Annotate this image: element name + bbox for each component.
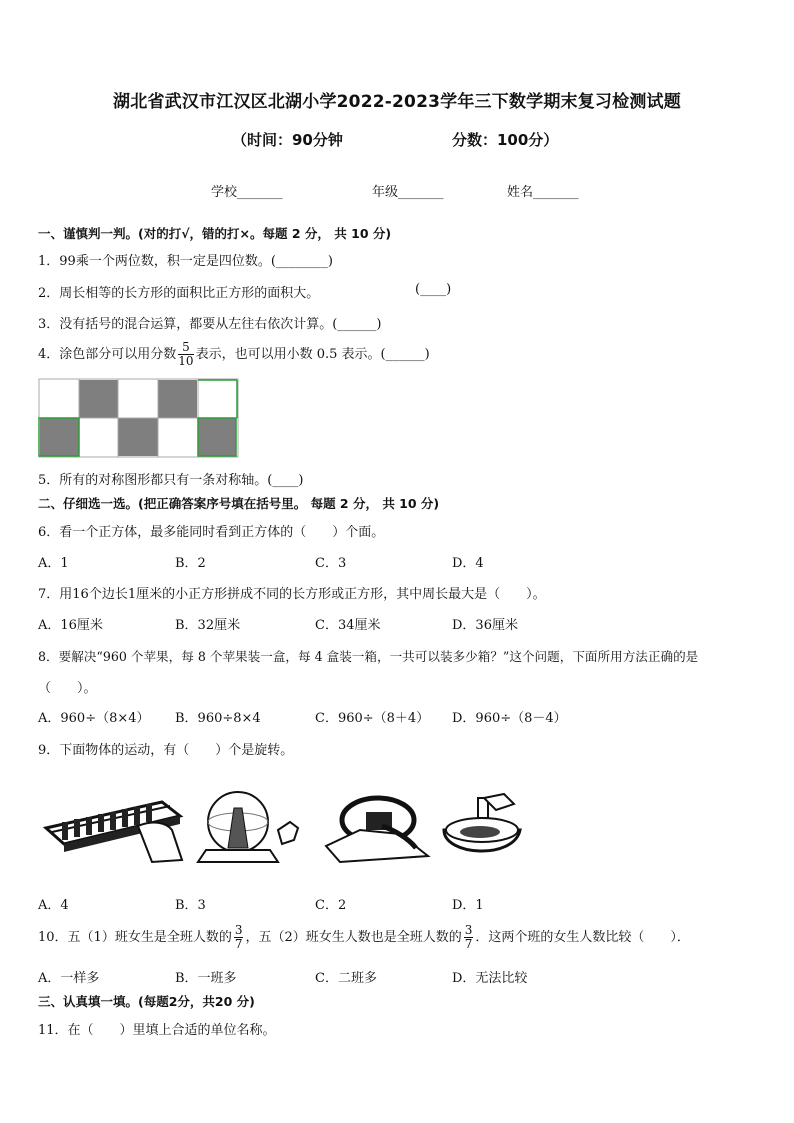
fraction-denominator: 7 [464,937,473,951]
q10-option-a: A．一样多 [38,971,100,986]
faucet-picture [434,790,526,865]
q10-option-c: C．二班多 [315,971,377,986]
fraction-numerator: 3 [464,923,473,937]
question-8-line-1: 8．要解决“960 个苹果，每 8 个苹果装一盒，每 4 盒装一箱，一共可以装多少箱？”这个问题，下面所用方法正确的是 [38,649,699,664]
fraction-3-7-b [464,924,474,951]
question-2-blank: (____) [415,282,452,297]
fraction-denominator: 7 [234,937,243,951]
page-title: 湖北省武汉市江汉区北湖小学2022-2023学年三下数学期末复习检测试题 [113,92,681,112]
question-5: 5．所有的对称图形都只有一条对称轴。(____) [38,473,304,488]
exam-time: （时间：90分钟 [232,131,343,149]
fraction-numerator: 3 [234,923,243,937]
q6-option-b: B．2 [175,556,206,571]
q6-option-d: D．4 [452,556,484,571]
q6-option-c: C．3 [315,556,347,571]
question-7: 7．用16个边长1厘米的小正方形拼成不同的长方形或正方形，其中周长最大是（ ）。 [38,587,546,602]
q8-option-a: A．960÷（8×4） [38,711,150,726]
q10-option-d: D．无法比较 [452,971,528,986]
abacus-picture [42,790,184,865]
q9-option-d: D．1 [452,898,484,913]
question-10-middle: ，五（2）班女生人数也是全班人数的 [245,930,462,945]
globe-picture [186,790,306,865]
question-3: 3．没有括号的混合运算，都要从左往右依次计算。(______) [38,317,382,332]
question-2: 2．周长相等的长方形的面积比正方形的面积大。 [38,286,320,301]
question-6: 6．看一个正方体，最多能同时看到正方体的（ ）个面。 [38,525,385,540]
fraction-3-7-a [234,924,244,951]
exam-score: 分数：100分） [452,131,559,149]
name-field: 姓名_______ [507,185,579,200]
q7-option-d: D．36厘米 [452,618,518,633]
grade-field: 年级_______ [372,185,444,200]
q7-option-b: B．32厘米 [175,618,241,633]
section-3-heading: 三、认真填一填。(每题2分，共20 分) [38,994,255,1009]
question-9: 9．下面物体的运动，有（ ）个是旋转。 [38,743,294,758]
q7-option-c: C．34厘米 [315,618,381,633]
question-11: 11．在（ ）里填上合适的单位名称。 [38,1023,276,1038]
school-field: 学校_______ [211,185,283,200]
question-1: 1．99乘一个两位数，积一定是四位数。(________) [38,254,333,269]
q9-option-a: A．4 [38,898,69,913]
question-4-prefix: 4．涂色部分可以用分数 [38,347,177,362]
q10-option-b: B．一班多 [175,971,237,986]
steering-wheel-picture [320,790,432,865]
fraction-numerator: 5 [178,341,193,355]
shaded-grid-figure [38,378,242,460]
q8-option-d: D．960÷（8－4） [452,711,567,726]
q8-option-b: B．960÷8×4 [175,711,261,726]
section-2-heading: 二、仔细选一选。(把正确答案序号填在括号里。 每题 2 分， 共 10 分) [38,496,440,511]
q9-option-b: B．3 [175,898,206,913]
section-1-heading: 一、谨慎判一判。(对的打√，错的打×。每题 2 分， 共 10 分) [38,226,392,241]
question-10-prefix: 10．五（1）班女生是全班人数的 [38,930,232,945]
question-10 [38,924,690,951]
question-4 [38,341,430,368]
q8-option-c: C．960÷（8＋4） [315,711,430,726]
question-4-suffix: 表示，也可以用小数 0.5 表示。(______) [195,347,430,362]
fraction-denominator: 10 [178,354,194,368]
fraction-5-10 [178,341,193,368]
q6-option-a: A．1 [38,556,69,571]
question-10-suffix: ．这两个班的女生人数比较（ ）． [475,930,690,945]
question-8-line-2: （ ）。 [38,681,97,696]
q9-option-c: C．2 [315,898,347,913]
q7-option-a: A．16厘米 [38,618,103,633]
